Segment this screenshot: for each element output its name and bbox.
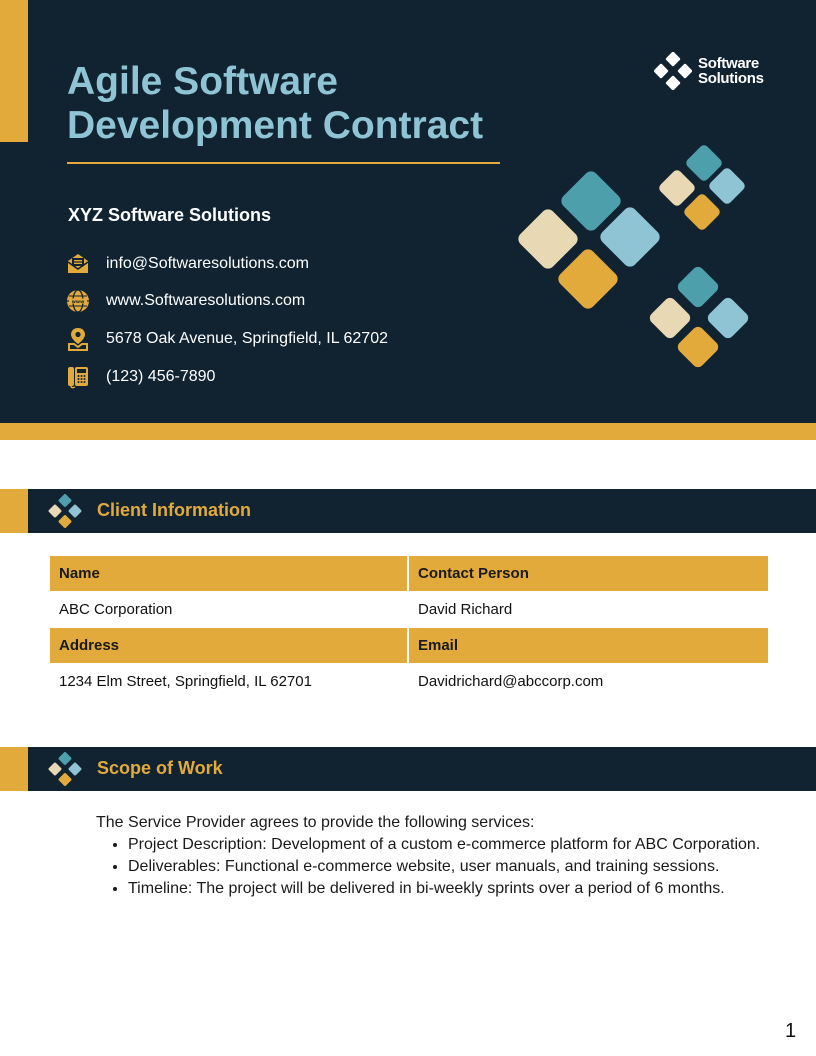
scope-section-header [0,747,816,791]
email-value: Davidrichard@abccorp.com [418,673,604,690]
svg-text:www: www [71,299,85,305]
contact-website [66,288,305,314]
client-name-value: ABC Corporation [59,601,173,618]
contact-phone-text: (123) 456-7890 [106,368,216,385]
globe-icon [66,289,90,313]
page-number: 1 [785,1020,797,1042]
phone-icon [66,365,90,389]
logo-wordmark [698,56,764,86]
table-header-row [50,556,768,591]
client-section-title: Client Information [97,500,251,520]
company-name: XYZ Software Solutions [68,205,272,225]
header-banner [0,0,816,423]
contact-person-value: David Richard [418,601,513,618]
list-item: • Deliverables: Functional e-commerce website, user manuals, and training sessions. [128,856,776,878]
scope-section-title: Scope of Work [97,758,223,778]
email-icon [66,252,90,276]
document-title: Agile Software Development Contract [67,60,484,147]
section-accent [0,489,28,533]
header-email: Email [409,628,768,663]
table-header-row [50,628,768,663]
client-section-header [0,489,816,533]
client-info-table [50,556,768,700]
contact-email [66,251,309,277]
scope-intro: The Service Provider agrees to provide the following services: [96,814,535,831]
logo-text-line2: Solutions [698,70,764,87]
header-contact-person: Contact Person [409,556,768,591]
address-value: 1234 Elm Street, Springfield, IL 62701 [59,673,312,690]
section-accent [0,747,28,791]
scope-list [96,834,776,900]
contact-address [66,326,388,352]
table-row [50,591,768,628]
logo-text-line1: Software [698,55,759,72]
contact-website-text: www.Softwaresolutions.com [106,292,306,309]
title-underline [67,162,500,164]
location-pin-icon [66,327,90,351]
header-name: Name [50,556,409,591]
list-item: • Timeline: The project will be delivered in bi-weekly sprints over a period of 6 months. [128,878,776,900]
section-diamond-icon [48,752,82,786]
decorative-diamond-cluster [505,135,765,380]
header-accent-bar [0,0,28,142]
contact-phone [66,364,215,390]
logo-diamonds-icon [654,52,692,90]
header-address: Address [50,628,409,663]
list-item: • Project Description: Development of a custom e-commerce platform for ABC Corporation. [128,834,776,856]
header-bottom-band [0,423,816,440]
section-diamond-icon [48,494,82,528]
table-row [50,663,768,700]
contact-address-text: 5678 Oak Avenue, Springfield, IL 62702 [106,330,388,347]
company-logo [654,52,764,90]
scope-of-work-body [96,812,776,900]
contact-email-text: info@Softwaresolutions.com [106,255,309,272]
